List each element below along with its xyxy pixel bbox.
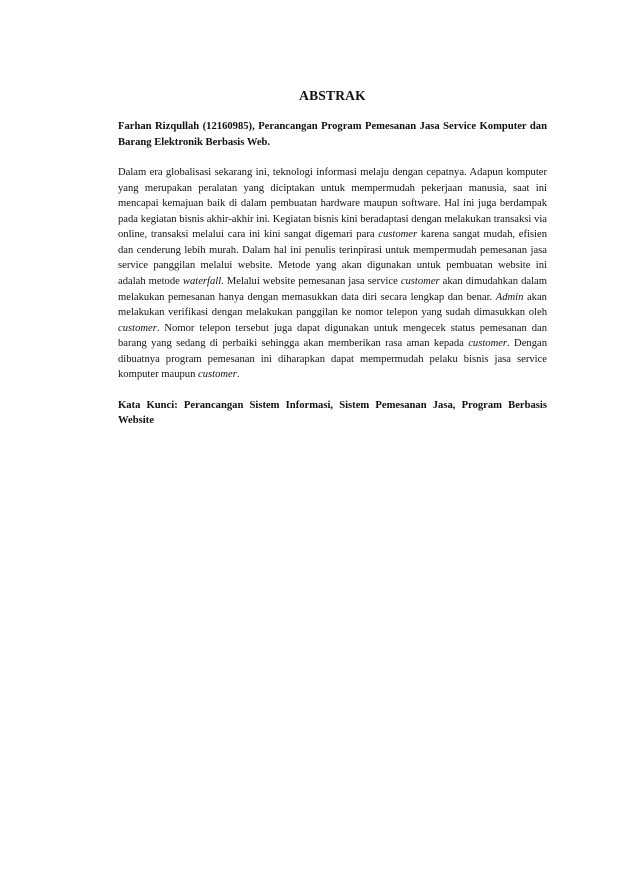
abstract-italic-admin: Admin — [495, 291, 524, 303]
author-title-line: Farhan Rizqullah (12160985), Perancangan Program Pemesanan Jasa Service Komputer dan Barang Elektronik Berbasis Web. — [118, 121, 547, 148]
abstract-text-1: Dalam era globalisasi sekarang ini, teknologi informasi melaju dengan cepatnya. Adapun komputer yang merupakan peralatan yang diciptakan untuk mempermudah pekerjaan manusia, saat ini mencapai kemajuan baik di dalam pembuatan hardware maupun software. Hal ini juga berdampak pada kegiatan bisnis akhir-akhir ini. Kegiatan bisnis kini beradaptasi dengan melakukan transaksi via online, transaksi melalui cara ini kini sangat digemari para — [118, 167, 547, 241]
abstract-text-4: akan dimudahkan dalam melakukan pemesanan hanya dengan memasukkan data diri secara lengkap dan benar. — [118, 276, 547, 303]
abstract-body — [118, 165, 547, 383]
abstract-text-8: . — [236, 369, 240, 381]
abstract-italic-customer-5: customer — [198, 369, 237, 381]
abstract-italic-customer-2: customer — [400, 276, 440, 288]
abstract-text-7: . Dengan dibuatnya program pemesanan ini diharapkan dapat mempermudah pelaku bisnis jasa service komputer maupun — [118, 338, 547, 381]
page-content — [118, 86, 547, 429]
abstract-text-3: . Melalui website pemesanan jasa service — [221, 276, 401, 288]
abstract-title: ABSTRAK — [299, 88, 366, 103]
keywords-line: Kata Kunci: Perancangan Sistem Informasi, Sistem Pemesanan Jasa, Program Berbasis Website — [118, 399, 547, 427]
abstract-text-5: akan melakukan verifikasi dengan melakukan panggilan ke nomor telepon yang sudah dimasukkan oleh — [118, 291, 547, 319]
abstract-italic-customer-4: customer — [468, 338, 508, 350]
abstract-text-6: . Nomor telepon tersebut juga dapat digunakan untuk mengecek status pemesanan dan barang yang sedang di perbaiki sehingga akan memberikan rasa aman kepada — [118, 322, 547, 350]
abstract-italic-waterfall: waterfall — [182, 276, 222, 288]
abstract-italic-customer-3: customer — [118, 322, 157, 334]
abstract-italic-customer-1: customer — [378, 229, 418, 241]
abstract-text-2: karena sangat mudah, efisien dan cenderung lebih murah. Dalam hal ini penulis terinpirasi untuk mempermudah pemesanan jasa service panggilan melalui website. Metode yang akan digunakan untuk pembuatan website ini adalah metode — [118, 229, 547, 288]
